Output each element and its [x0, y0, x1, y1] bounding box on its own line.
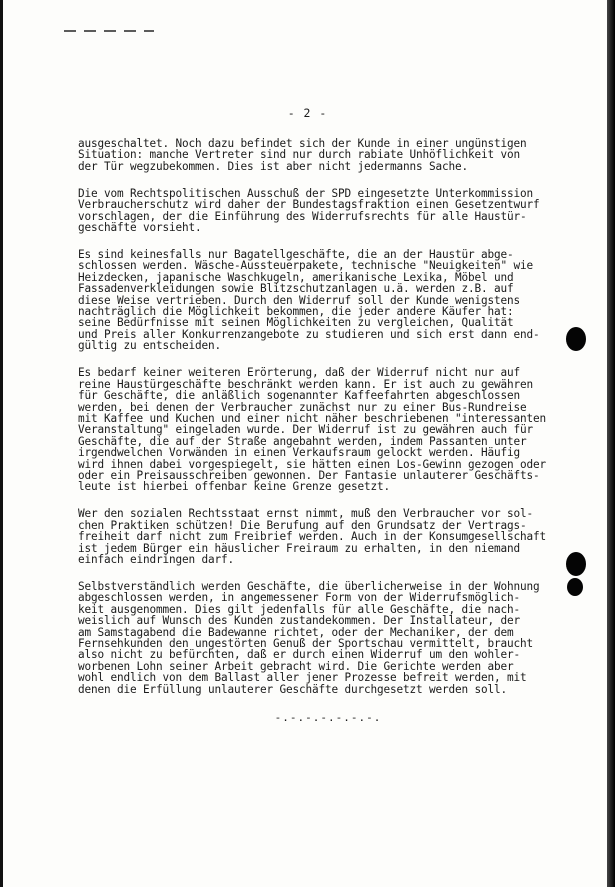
text-line: denen die Erfüllung unlauterer Geschäfte durchgesetzt werden soll. [78, 682, 508, 696]
text-line: gültig zu entscheiden. [78, 339, 222, 353]
paragraph-2 [78, 188, 578, 234]
scan-edge-left [0, 0, 3, 887]
text-line: Selbstverständlich werden Geschäfte, die überlicherweise in der Wohnung [78, 579, 540, 593]
text-line: keit ausgenommen. Dies gilt jedenfalls für alle Geschäfte, die nach- [78, 602, 521, 616]
text-line: Fassadenverkleidungen sowie Blitzschutzanlagen u.ä. werden z.B. auf [78, 282, 514, 296]
text-line: irgendwelchen Vorwänden in einen Verkaufsraum gelockt werden. Häufig [78, 446, 521, 460]
text-line: seine Bedürfnisse mit seinen Möglichkeiten zu vergleichen, Qualität [78, 316, 514, 330]
text-line: reine Haustürgeschäfte beschränkt werden kann. Er ist auch zu gewähren [78, 377, 534, 391]
page-number: - 2 - [287, 106, 328, 120]
text-line: nachträglich die Möglichkeit bekommen, die jeder andere Käufer hat: [78, 305, 514, 319]
text-line: Verbraucherschutz wird daher der Bundestagsfraktion einen Gesetzentwurf [78, 198, 540, 212]
text-line: Die vom Rechtspolitischen Ausschuß der SPD eingesetzte Unterkommission [78, 186, 534, 200]
paragraph-4 [78, 367, 578, 492]
text-line: Wer den sozialen Rechtsstaat ernst nimmt, muß den Verbraucher vor sol- [78, 507, 534, 521]
text-line: freiheit darf nicht zum Freibrief werden. Auch in der Konsumgesellschaft [78, 530, 547, 544]
punch-hole-upper [566, 327, 586, 351]
text-line: Veranstaltung" eingeladen wurde. Der Widerruf ist zu gewähren auch für [78, 423, 534, 437]
text-line: Es bedarf keiner weiteren Erörterung, daß der Widerruf nicht nur auf [78, 366, 521, 380]
scan-artifact-dashes [64, 30, 154, 32]
text-line: und Preis aller Konkurrenzangebote zu studieren und sich erst dann end- [78, 327, 540, 341]
text-line: also nicht zu befürchten, daß er durch einen Widerruf um den wohler- [78, 648, 521, 662]
text-line: wohl endlich von dem Ballast aller jener Prozesse befreit werden, mit [78, 671, 527, 685]
end-mark: -.-.-.-.-.-.-. [274, 710, 382, 724]
text-line: abgeschlossen werden, in angemessener Form von der Widerrufsmöglich- [78, 591, 521, 605]
text-line: einfach eindringen darf. [78, 552, 235, 566]
text-line: ausgeschaltet. Noch dazu befindet sich der Kunde in einer ungünstigen [78, 137, 527, 150]
paragraph-6 [78, 581, 578, 695]
scan-edge-right [607, 0, 615, 887]
text-line: leute ist hierbei offenbar keine Grenze gesetzt. [78, 480, 391, 494]
text-line: Heizdecken, japanische Waschkugeln, amerikanische Lexika, Möbel und [78, 270, 514, 284]
text-line: diese Weise vertrieben. Durch den Widerruf soll der Kunde wenigstens [78, 293, 521, 307]
punch-hole-middle [566, 552, 586, 576]
text-line: worbenen Lohn seiner Arbeit gebracht wird. Die Gerichte werden aber [78, 659, 514, 673]
text-line: wird ihnen dabei vorgespiegelt, sie hätten einen Los-Gewinn gezogen oder [78, 457, 547, 471]
text-line: für Geschäfte, die anläßlich sogenannter Kaffeefahrten abgeschlossen [78, 389, 521, 403]
text-line: werden, bei denen der Verbraucher zunächst nur zu einer Bus-Rundreise [78, 400, 527, 414]
text-line: chen Praktiken schützen! Die Berufung auf den Grundsatz der Vertrags- [78, 518, 527, 532]
text-line: mit Kaffee und Kuchen und einer nicht näher beschriebenen "interessanten [78, 411, 547, 425]
text-line: Situation: manche Vertreter sind nur durch rabiate Unhöflichkeit von [78, 148, 521, 162]
text-line: Geschäfte, die auf der Straße angebahnt werden, indem Passanten unter [78, 434, 527, 448]
paragraph-5 [78, 508, 578, 565]
text-line: vorschlagen, der die Einführung des Widerrufsrechts für alle Haustür- [78, 209, 527, 223]
text-line: oder ein Preisausschreiben gewonnen. Der Fantasie unlauterer Geschäfts- [78, 468, 540, 482]
text-line: geschäfte vorsieht. [78, 221, 202, 235]
body-text [78, 138, 578, 724]
punch-hole-lower [567, 578, 583, 596]
text-line: schlossen werden. Wäsche-Aussteuerpakete, technische "Neuigkeiten" wie [78, 259, 534, 273]
text-line: Fernsehkunden den ungestörten Genuß der Sportschau vermittelt, braucht [78, 637, 534, 650]
paragraph-1 [78, 138, 578, 172]
text-line: der Tür wegzubekommen. Dies ist aber nicht jedermanns Sache. [78, 159, 469, 173]
text-line: weislich auf Wunsch des Kunden zustandekommen. Der Installateur, der [78, 614, 521, 628]
text-line: Es sind keinesfalls nur Bagatellgeschäfte, die an der Haustür abge- [78, 248, 514, 262]
text-line: ist jedem Bürger ein häuslicher Freiraum zu erhalten, in den niemand [78, 541, 521, 555]
paragraph-3 [78, 249, 578, 352]
text-line: am Samstagabend die Badewanne richtet, oder der Mechaniker, der dem [78, 625, 514, 639]
